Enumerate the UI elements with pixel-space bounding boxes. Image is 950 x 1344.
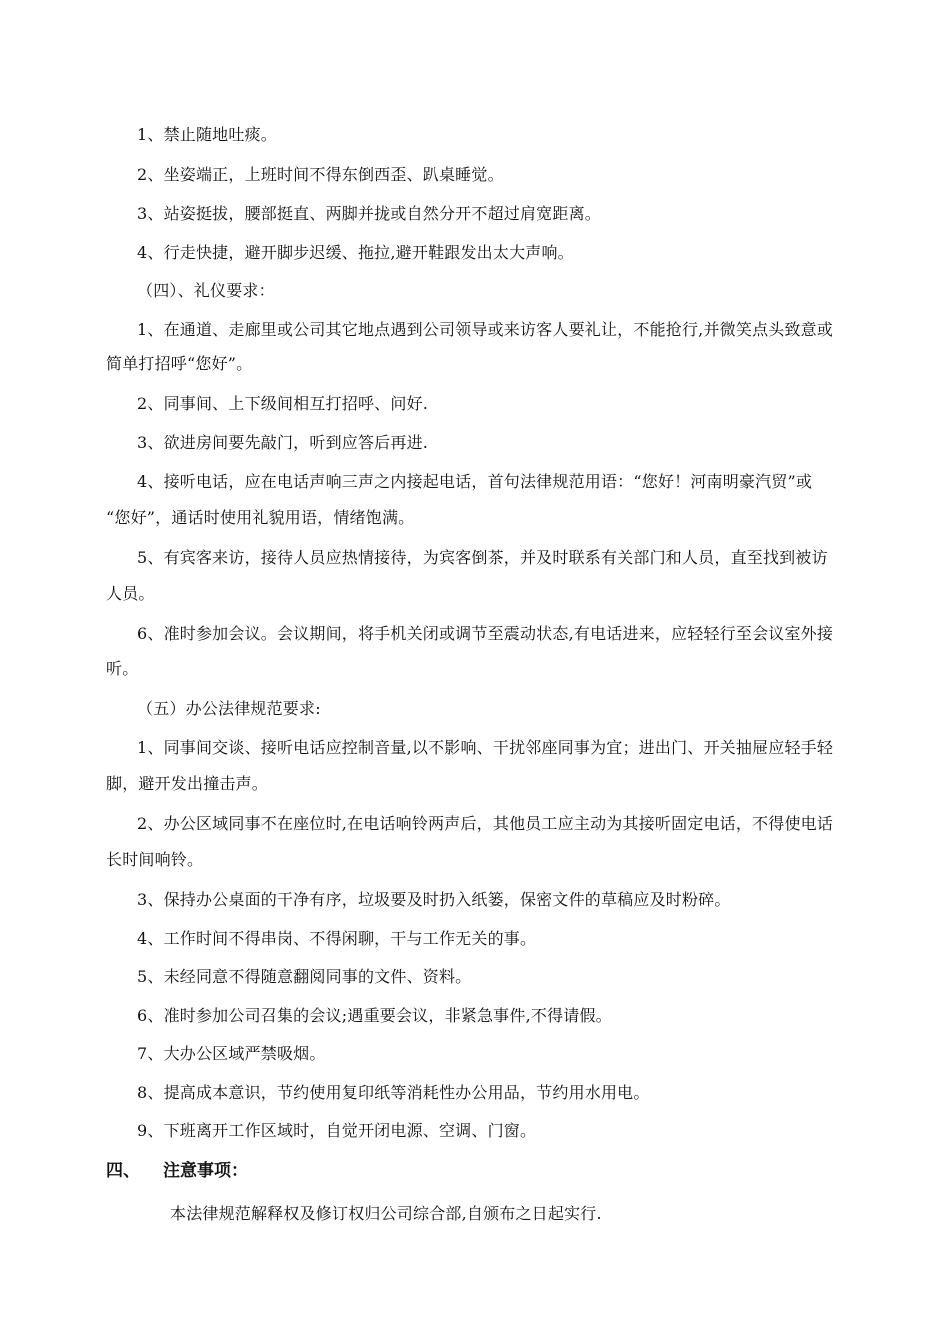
office-item-2-line-2: 长时间响铃。 — [106, 850, 204, 869]
etiquette-item-5-line-1: 5、有宾客来访，接待人员应热情接待，为宾客倒茶，并及时联系有关部门和人员，直至找到被访 — [137, 548, 828, 567]
office-item-1-line-1: 1、同事间交谈、接听电话应控制音量,以不影响、干扰邻座同事为宜；进出门、开关抽屉应轻手轻 — [137, 738, 834, 757]
office-item-5: 5、未经同意不得随意翻阅同事的文件、资料。 — [137, 967, 472, 986]
office-item-1-line-2: 脚，避开发出撞击声。 — [106, 774, 269, 793]
posture-item-1: 1、禁止随地吐痰。 — [137, 125, 277, 144]
etiquette-section-title: （四）、礼仪要求： — [137, 281, 275, 300]
notes-text: 本法律规范解释权及修订权归公司综合部,自颁布之日起实行. — [170, 1204, 602, 1223]
posture-item-3: 3、站姿挺拔，腰部挺直、两脚并拢或自然分开不超过肩宽距离。 — [137, 204, 601, 223]
notes-heading-number: 四、 — [106, 1161, 140, 1181]
posture-item-4: 4、行走快捷，避开脚步迟缓、拖拉,避开鞋跟发出太大声响。 — [137, 243, 574, 262]
etiquette-item-4-line-1: 4、接听电话，应在电话声响三声之内接起电话，首句法律规范用语：“您好！河南明豪汽贸”或 — [137, 472, 813, 491]
office-item-4: 4、工作时间不得串岗、不得闲聊，干与工作无关的事。 — [137, 929, 537, 948]
etiquette-item-2: 2、同事间、上下级间相互打招呼、问好. — [137, 394, 429, 413]
notes-heading — [106, 1160, 506, 1182]
office-item-9: 9、下班离开工作区域时，自觉开闭电源、空调、门窗。 — [137, 1121, 537, 1140]
notes-heading-title: 注意事项： — [163, 1161, 248, 1181]
office-item-3: 3、保持办公桌面的干净有序，垃圾要及时扔入纸篓，保密文件的草稿应及时粉碎。 — [137, 890, 731, 909]
etiquette-item-1-line-1: 1、在通道、走廊里或公司其它地点遇到公司领导或来访客人要礼让，不能抢行,并微笑点头致意或 — [137, 320, 834, 339]
posture-item-2: 2、坐姿端正，上班时间不得东倒西歪、趴桌睡觉。 — [137, 165, 504, 184]
etiquette-item-6-line-2: 听。 — [106, 659, 139, 678]
etiquette-item-3: 3、欲进房间要先敲门，听到应答后再进. — [137, 433, 429, 452]
office-item-7: 7、大办公区域严禁吸烟。 — [137, 1044, 326, 1063]
office-section-title: （五）办公法律规范要求: — [137, 699, 321, 718]
etiquette-item-4-line-2: “您好”，通话时使用礼貌用语，情绪饱满。 — [106, 508, 415, 527]
etiquette-item-6-line-1: 6、准时参加会议。会议期间，将手机关闭或调节至震动状态,有电话进来，应轻轻行至会议室外接 — [137, 624, 834, 643]
office-item-6: 6、准时参加公司召集的会议;遇重要会议，非紧急事件,不得请假。 — [137, 1006, 612, 1025]
office-item-8: 8、提高成本意识，节约使用复印纸等消耗性办公用品，节约用水用电。 — [137, 1083, 650, 1102]
etiquette-item-5-line-2: 人员。 — [106, 584, 155, 603]
etiquette-item-1-line-2: 简单打招呼“您好”。 — [106, 354, 253, 373]
office-item-2-line-1: 2、办公区域同事不在座位时,在电话响铃两声后，其他员工应主动为其接听固定电话，不得使电话 — [137, 814, 834, 833]
